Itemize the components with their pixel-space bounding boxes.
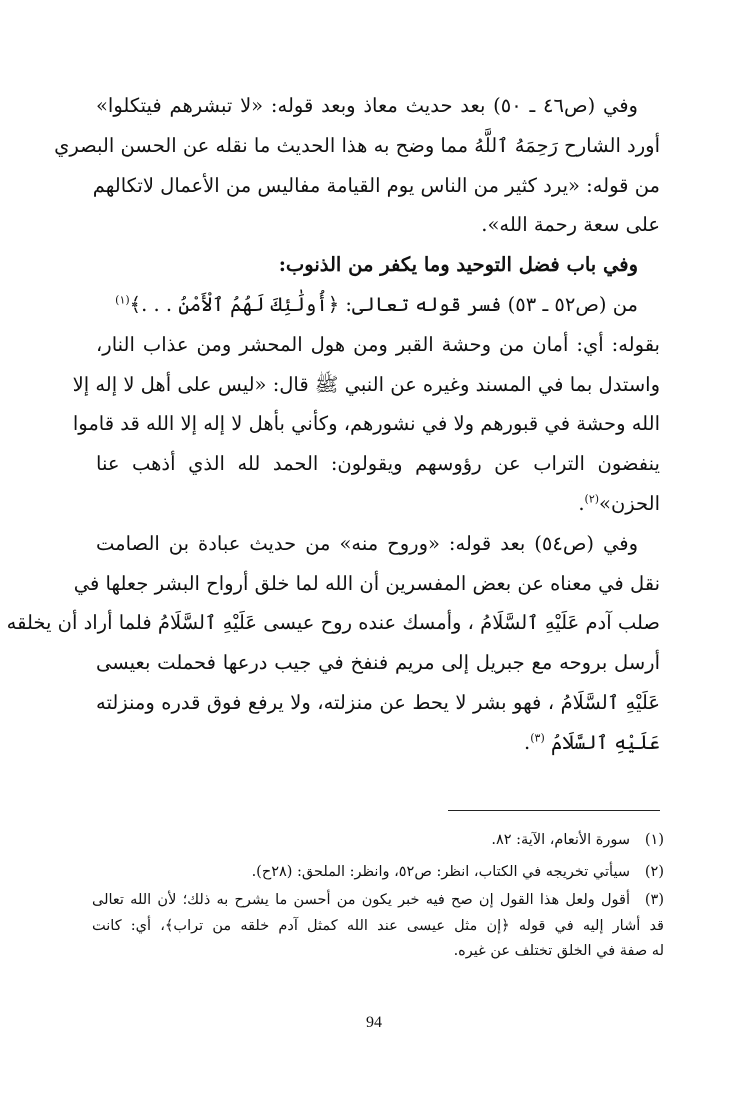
body-line: صلب آدم عَلَيْهِ ٱلسَّلَامُ ، وأمسك عنده روح عيسى عَلَيْهِ ٱلسَّلَامُ فلما أراد أن يخلقه bbox=[6, 611, 660, 635]
footnote-number: (٣) bbox=[644, 892, 664, 908]
body-line: الله وحشة في قبورهم ولا في نشورهم، وكأني بأهل لا إله إلا الله قد قاموا bbox=[72, 412, 660, 436]
body-line: وفي (ص٤٦ ـ ٥٠) بعد حديث معاذ وبعد قوله: «لا تبشرهم فيتكلوا» bbox=[96, 94, 638, 117]
footnote-number: (٢) bbox=[644, 864, 664, 880]
footnote-text: له صفة في الخلق تختلف عن غيره. bbox=[453, 943, 664, 959]
body-line: عَلَيْهِ ٱلسَّلَامُ $^{(٣)}$. bbox=[524, 730, 660, 754]
body-line: من قوله: «يرد كثير من الناس يوم القيامة مفاليس من الأعمال لاتكالهم bbox=[92, 173, 660, 197]
section-heading: وفي باب فضل التوحيد وما يكفر من الذنوب: bbox=[278, 253, 638, 277]
main-text bbox=[6, 86, 660, 763]
body-line: من (ص٥٢ ـ ٥٣) فسر قوله تعالى: ﴿أُولَٰئِكَ لَهُمُ ٱلْأَمْنُ . . .﴾$^{(١)}$ bbox=[115, 292, 638, 316]
footnote-number: (١) bbox=[644, 832, 664, 848]
body-line: ينفضون التراب عن رؤوسهم ويقولون: الحمد لله الذي أذهب عنا bbox=[96, 452, 660, 476]
body-line: نقل في معناه عن بعض المفسرين أن الله لما خلق أرواح البشر جعلها في bbox=[73, 571, 660, 595]
body-line: وفي (ص٥٤) بعد قوله: «وروح منه» من حديث عبادة بن الصامت bbox=[96, 531, 638, 555]
footnote-marker: (٣) bbox=[530, 731, 545, 745]
body-line: على سعة رحمة الله». bbox=[481, 213, 660, 237]
footnote-marker: (٢) bbox=[584, 492, 600, 506]
body-line: عَلَيْهِ ٱلسَّلَامُ ، فهو بشر لا يحط عن منزلته، ولا يرفع فوق قدره ومنزلته bbox=[96, 690, 660, 714]
body-line: الحزن»$^{(٢)}$. bbox=[578, 491, 660, 515]
footnote-2 bbox=[92, 856, 664, 888]
footnote-text: قد أشار إليه في قوله ﴿إن مثل عيسى عند الله كمثل آدم خلقه من تراب﴾، أي: كانت bbox=[92, 917, 664, 934]
body-line: واستدل بما في المسند وغيره عن النبي ﷺ قال: «ليس على أهل لا إله إلا bbox=[72, 372, 660, 396]
page-number: 94 bbox=[366, 1014, 382, 1031]
footnote-marker: (١) bbox=[115, 293, 130, 307]
body-line: بقوله: أي: أمان من وحشة القبر ومن هول المحشر ومن عذاب النار، bbox=[96, 332, 660, 356]
footnotes bbox=[92, 824, 664, 965]
footnote-text: سيأتي تخريجه في الكتاب، انظر: ص٥٢، وانظر: الملحق: (٢٨ح). bbox=[251, 864, 630, 880]
footnote-1 bbox=[92, 824, 664, 856]
body-line: أرسل بروحه مع جبريل إلى مريم فنفخ في جيب درعها فحملت بعيسى bbox=[96, 651, 660, 675]
footnote-text: سورة الأنعام، الآية: ٨٢. bbox=[491, 832, 630, 848]
footnote-3 bbox=[92, 888, 664, 914]
footnote-text: أقول ولعل هذا القول إن صح فيه خبر يكون من أحسن ما يشرح به ذلك؛ لأن الله تعالى bbox=[92, 892, 630, 908]
body-line: أورد الشارح رَحِمَهُ ٱللَّهُ مما وضح به هذا الحديث ما نقله عن الحسن البصري bbox=[54, 133, 660, 157]
footnote-divider bbox=[448, 810, 660, 811]
